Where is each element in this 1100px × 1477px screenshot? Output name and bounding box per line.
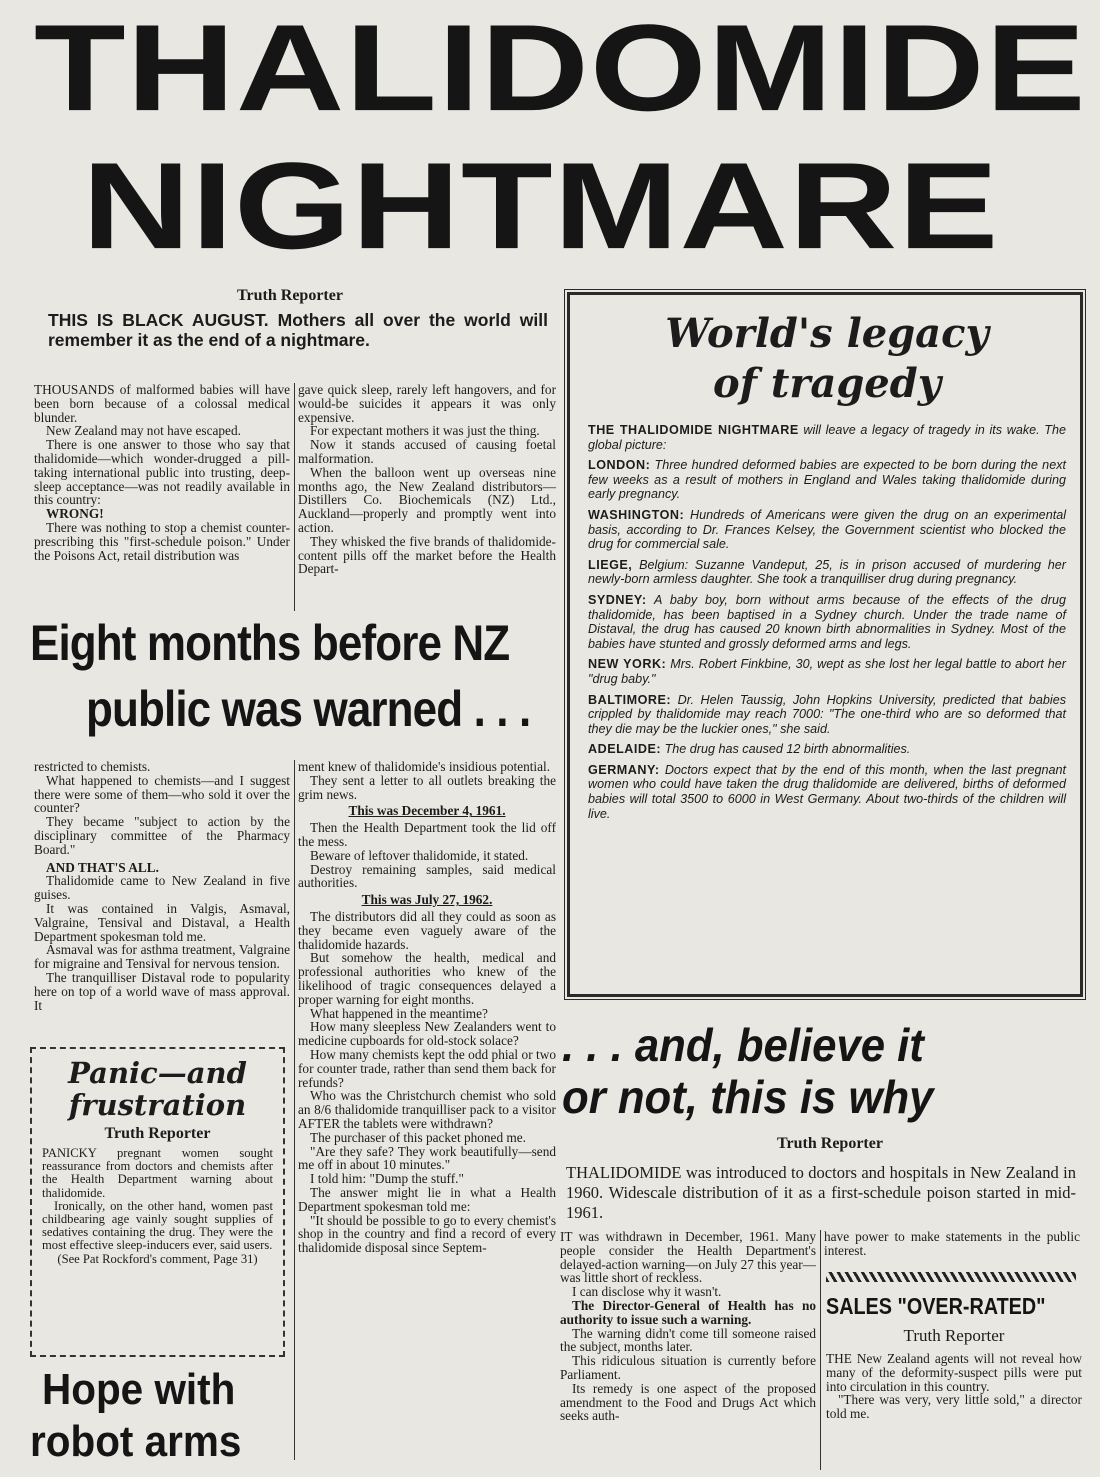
legacy-entry xyxy=(588,558,1066,587)
paragraph: "There was very, very little sold," a director told me. xyxy=(826,1392,1082,1422)
legacy-entry-text: Doctors expect that by the end of this month, when the last pregnant women who could have taken the drug thalidomide are delivered, births of deformed babies will total 3500 to 6000 in West Germany. About two-thirds of the children will live. xyxy=(588,762,1066,821)
legacy-entry-text: Belgium: Suzanne Vandeput, 25, is in prison accused of murdering her newly-born armless daughter. She took a tranquilliser drug during pregnancy. xyxy=(588,557,1066,587)
paragraph: restricted to chemists. xyxy=(34,759,151,774)
why-column-1 xyxy=(560,1230,816,1474)
legacy-entry-place: LIEGE, xyxy=(588,557,633,572)
legacy-entry-place: LONDON: xyxy=(588,458,651,473)
legacy-entry-place: ADELAIDE: xyxy=(588,742,662,757)
legacy-entry-place: SYDNEY: xyxy=(588,592,647,607)
paragraph: Destroy remaining samples, said medical authorities. xyxy=(298,861,556,891)
why-byline: Truth Reporter xyxy=(777,1135,883,1152)
main-column-4 xyxy=(298,760,556,1472)
paragraph: What happened to chemists—and I suggest there were some of them—who sold it over the counter? xyxy=(34,772,290,816)
paragraph: gave quick sleep, rarely left hangovers, and for would-be suicides it appears it was only expensive. xyxy=(298,382,556,425)
paragraph: Its remedy is one aspect of the proposed amendment to the Food and Drugs Act which seeks auth- xyxy=(560,1380,816,1424)
legacy-entry-text: Dr. Helen Taussig, John Hopkins University, predicted that babies crippled by thalidomide may reach 7000: "The one-third who are so deformed that they die may be the luckier ones," she said. xyxy=(588,692,1066,736)
panic-box-body xyxy=(42,1147,273,1266)
main-byline: Truth Reporter xyxy=(237,287,343,304)
paragraph: I can disclose why it wasn't. xyxy=(572,1284,722,1300)
paragraph: Ironically, on the other hand, women past childbearing age vainly sought supplies of sedatives containing the drug. They were the most effective sleep-inducers ever, said users. xyxy=(42,1198,273,1253)
legacy-entry xyxy=(588,763,1066,821)
headline-why-line-1: . . . and, believe it xyxy=(562,1022,924,1071)
legacy-box xyxy=(567,292,1083,997)
paragraph: THE New Zealand agents will not reveal how many of the deformity-suspect pills were put into circulation in this country. xyxy=(826,1351,1082,1394)
headline-hope-line-2: robot arms xyxy=(30,1417,242,1466)
headline-why xyxy=(562,1022,1092,1132)
legacy-intro-text: will leave a legacy of tragedy in its wake. The global picture: xyxy=(588,423,1066,452)
paragraph: Then the Health Department took the lid off the mess. xyxy=(298,820,556,849)
paragraph: Who was the Christchurch chemist who sold an 8/6 thalidomide tranquilliser pack to a visitor AFTER the tablets were withdrawn? xyxy=(298,1088,556,1131)
main-column-2 xyxy=(298,383,556,576)
panic-box-byline: Truth Reporter xyxy=(104,1125,211,1142)
legacy-entry-place: NEW YORK: xyxy=(588,657,667,672)
legacy-entry-place: BALTIMORE: xyxy=(588,692,672,707)
headline-eight-months-line-1: Eight months before NZ xyxy=(30,618,510,671)
paragraph: AND THAT'S ALL. xyxy=(46,859,159,875)
headline-why-line-2: or not, this is why xyxy=(562,1071,934,1123)
paragraph: For expectant mothers it was just the thing. xyxy=(310,423,540,439)
date-note: This was December 4, 1961. xyxy=(348,803,506,819)
paragraph: WRONG! xyxy=(46,506,104,522)
paragraph: The Director-General of Health has no authority to issue such a warning. xyxy=(560,1297,816,1327)
paragraph: Now it stands accused of causing foetal malformation. xyxy=(298,437,556,466)
legacy-entry-text: Mrs. Robert Finkbine, 30, wept as she lost her legal battle to abort her "drug baby." xyxy=(588,657,1066,686)
legacy-box-title-line-1: World's legacy xyxy=(665,310,989,357)
sales-story xyxy=(826,1295,1082,1475)
legacy-intro-lead: THE THALIDOMIDE NIGHTMARE xyxy=(588,423,799,437)
paragraph: "Are they safe? They work beautifully—send me off in about 10 minutes." xyxy=(298,1143,556,1173)
paragraph: THOUSANDS of malformed babies will have been born because of a colossal medical blunder. xyxy=(34,382,290,425)
paragraph: ment knew of thalidomide's insidious potential. xyxy=(298,760,551,774)
sales-body xyxy=(826,1352,1082,1421)
paragraph: They sent a letter to all outlets breaking the grim news. xyxy=(298,772,556,802)
legacy-entry xyxy=(588,508,1066,552)
legacy-intro xyxy=(588,423,1066,452)
paragraph: New Zealand may not have escaped. xyxy=(46,423,241,439)
paragraph: They whisked the five brands of thalidomide-content pills off the market before the Health Depart- xyxy=(298,533,556,577)
paragraph: I told him: "Dump the stuff." xyxy=(310,1171,464,1187)
masthead-line-1: THALIDOMIDE xyxy=(34,6,1087,137)
legacy-entry xyxy=(588,742,1066,757)
panic-box-title-line-1: Panic—and xyxy=(68,1056,247,1090)
paragraph: IT was withdrawn in December, 1961. Many people consider the Health Department's delayed-action warning—on July 27 this year—was little short of reckless. xyxy=(560,1230,816,1286)
why-lead: THALIDOMIDE was introduced to doctors and hospitals in New Zealand in 1960. Widescale distribution of it as a first-schedule poison started in mid-1961. xyxy=(566,1163,1076,1222)
legacy-box-body xyxy=(588,423,1066,821)
paragraph: The purchaser of this packet phoned me. xyxy=(310,1129,526,1145)
hatch-divider xyxy=(826,1272,1076,1282)
legacy-entry-text: Hundreds of Americans were given the drug on an experimental basis, according to Dr. Frances Kelsey, the Government scientist who blocked the drug for commercial sale. xyxy=(588,507,1066,552)
masthead-line-2: NIGHTMARE xyxy=(82,136,1000,275)
paragraph: There is one answer to those who say that thalidomide—which wonder-drugged a pill-taking international public into trusting, deep-sleep acceptance—was not readily available in this country: xyxy=(34,437,290,508)
paragraph: This ridiculous situation is currently before Parliament. xyxy=(560,1353,816,1382)
paragraph: The tranquilliser Distaval rode to popularity here on top of a world wave of mass approval. It xyxy=(34,969,290,1013)
paragraph: "It should be possible to go to every chemist's shop in the country and find a record of every thalidomide disposal since Septem- xyxy=(298,1212,556,1256)
paragraph: They became "subject to action by the disciplinary committee of the Pharmacy Board." xyxy=(34,814,290,857)
paragraph: PANICKY pregnant women sought reassurance from doctors and chemists after the Health Department warning about thalidomide. xyxy=(42,1146,273,1200)
legacy-entry-text: The drug has caused 12 birth abnormalities. xyxy=(661,742,911,757)
why-column-2 xyxy=(824,1230,1080,1258)
main-column-1 xyxy=(34,383,290,562)
main-lead: THIS IS BLACK AUGUST. Mothers all over the world will remember it as the end of a nightmare. xyxy=(48,310,548,350)
legacy-entry xyxy=(588,693,1066,737)
legacy-entry-place: WASHINGTON: xyxy=(588,507,685,522)
headline-eight-months-line-2: public was warned . . . xyxy=(86,681,531,737)
legacy-entry xyxy=(588,593,1066,651)
paragraph: How many chemists kept the odd phial or two for counter trade, rather than send them back for refunds? xyxy=(298,1046,556,1090)
legacy-box-title-line-2: of tragedy xyxy=(713,360,941,407)
paragraph: What happened in the meantime? xyxy=(310,1005,488,1021)
paragraph: have power to make statements in the public interest. xyxy=(824,1229,1080,1258)
paragraph: (See Pat Rockford's comment, Page 31) xyxy=(57,1251,258,1266)
paragraph: Asmaval was for asthma treatment, Valgraine for migraine and Tensival for nervous tension. xyxy=(34,942,290,972)
paragraph: But somehow the health, medical and professional authorities who knew of the likelihood of tragic consequences delayed a proper warning for eight months. xyxy=(298,950,556,1007)
sales-byline: Truth Reporter xyxy=(903,1326,1005,1345)
panic-box xyxy=(30,1047,285,1357)
masthead xyxy=(34,6,1094,296)
headline-eight-months xyxy=(30,618,560,758)
paragraph: Thalidomide came to New Zealand in five guises. xyxy=(34,873,290,903)
panic-box-title-line-2: frustration xyxy=(68,1088,247,1122)
paragraph: When the balloon went up overseas nine months ago, the New Zealand distributors—Distillers Co. Biochemicals (NZ) Ltd., Auckland—properly and promptly went into action. xyxy=(298,464,556,535)
legacy-entry xyxy=(588,657,1066,686)
legacy-entry-place: GERMANY: xyxy=(588,762,660,777)
paragraph: Beware of leftover thalidomide, it stated. xyxy=(310,847,529,863)
paragraph: The answer might lie in what a Health Department spokesman told me: xyxy=(298,1184,556,1214)
paragraph: There was nothing to stop a chemist counter-prescribing this "first-schedule poison." Under the Poisons Act, retail distribution was xyxy=(34,519,290,563)
headline-hope xyxy=(30,1368,292,1473)
paragraph: How many sleepless New Zealanders went to medicine cupboards for old-stock solace? xyxy=(298,1019,556,1049)
column-rule xyxy=(820,1230,821,1470)
paragraph: The warning didn't come till someone raised the subject, months later. xyxy=(560,1325,816,1355)
paragraph: The distributors did all they could as soon as they became even vaguely aware of the thalidomide hazards. xyxy=(298,908,556,952)
legacy-entry xyxy=(588,458,1066,502)
date-note: This was July 27, 1962. xyxy=(361,892,493,908)
column-rule xyxy=(294,760,295,1460)
headline-hope-line-1: Hope with xyxy=(42,1368,236,1414)
column-rule xyxy=(294,383,295,611)
legacy-entry-text: A baby boy, born without arms because of the effects of the drug thalidomide, has been baptised in a Sydney church. Under the trade name of Distaval, the drug has caused 20 known birth abnormalities in Sydney. Most of the babies have stunted and grossly deformed arms and legs. xyxy=(588,592,1066,651)
legacy-entry-text: Three hundred deformed babies are expected to be born during the next few weeks as a result of mothers in England and Wales taking thalidomide during early pregnancy. xyxy=(588,458,1066,502)
main-column-3 xyxy=(34,760,290,1012)
sales-headline: SALES "OVER-RATED" xyxy=(826,1295,1046,1319)
paragraph: It was contained in Valgis, Asmaval, Valgraine, Tensival and Distaval, a Health Department spokesman told me. xyxy=(34,900,290,944)
